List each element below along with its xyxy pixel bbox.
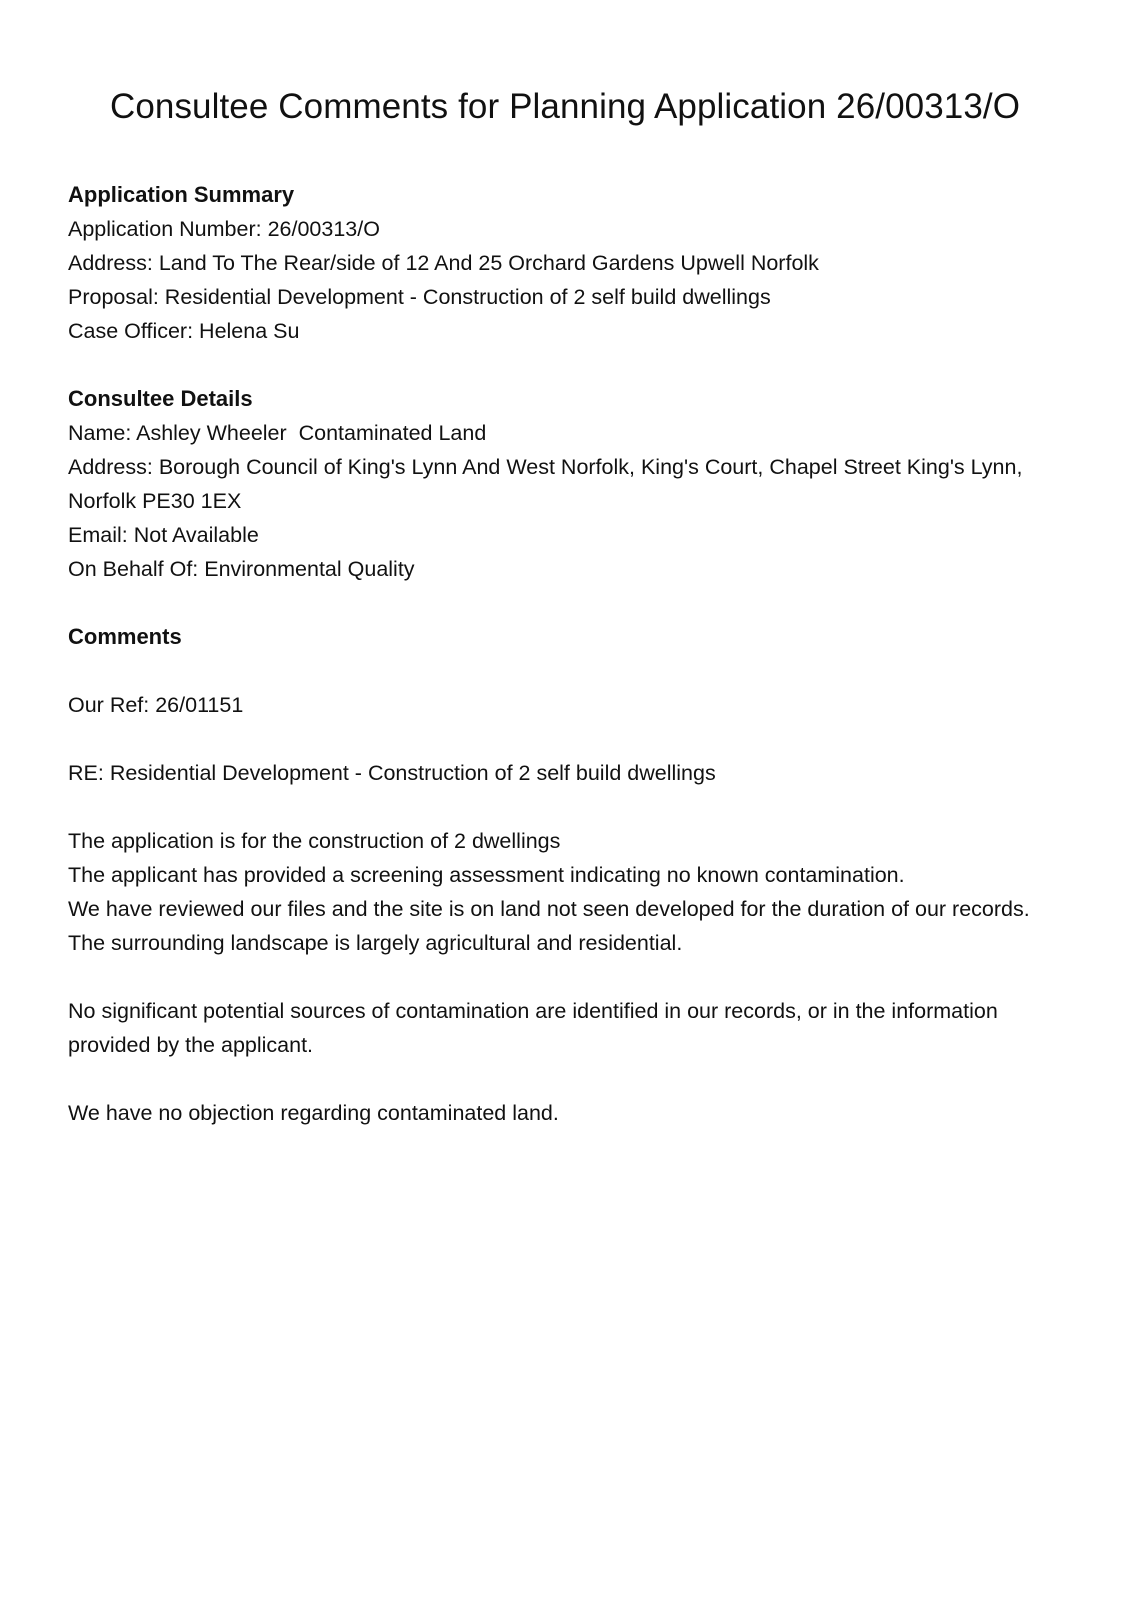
application-number: Application Number: 26/00313/O (68, 217, 380, 241)
consultee-address: Address: Borough Council of King's Lynn And West Norfolk, King's Court, Chapel Street King's Lynn, Norfolk PE30 1EX (68, 455, 1023, 513)
application-summary-section (68, 178, 1062, 348)
application-proposal: Proposal: Residential Development - Construction of 2 self build dwellings (68, 285, 771, 309)
page-title: Consultee Comments for Planning Application 26/00313/O (109, 87, 1021, 126)
consultee-details-section (68, 382, 1062, 586)
comment-sources-paragraph: No significant potential sources of contamination are identified in our records, or in the information provided by the applicant. (68, 999, 998, 1057)
consultee-on-behalf-of: On Behalf Of: Environmental Quality (68, 557, 415, 581)
case-officer: Case Officer: Helena Su (68, 319, 300, 343)
application-summary-heading: Application Summary (68, 182, 295, 207)
application-address: Address: Land To The Rear/side of 12 And 25 Orchard Gardens Upwell Norfolk (68, 251, 819, 275)
consultee-email: Email: Not Available (68, 523, 259, 547)
comment-application-line: The application is for the construction of 2 dwellings (68, 829, 561, 853)
comment-files-paragraph: We have reviewed our files and the site is on land not seen developed for the duration of our records. The surrounding landscape is largely agricultural and residential. (68, 897, 1030, 955)
our-ref: Our Ref: 26/01151 (68, 693, 244, 717)
consultee-details-heading: Consultee Details (68, 386, 253, 411)
comments-heading: Comments (68, 624, 182, 649)
re-line: RE: Residential Development - Construction of 2 self build dwellings (68, 761, 716, 785)
consultee-name: Name: Ashley Wheeler Contaminated Land (68, 421, 487, 445)
comments-section (68, 620, 1062, 1130)
comment-conclusion: We have no objection regarding contaminated land. (68, 1101, 559, 1125)
comment-screening-line: The applicant has provided a screening assessment indicating no known contamination. (68, 863, 905, 887)
